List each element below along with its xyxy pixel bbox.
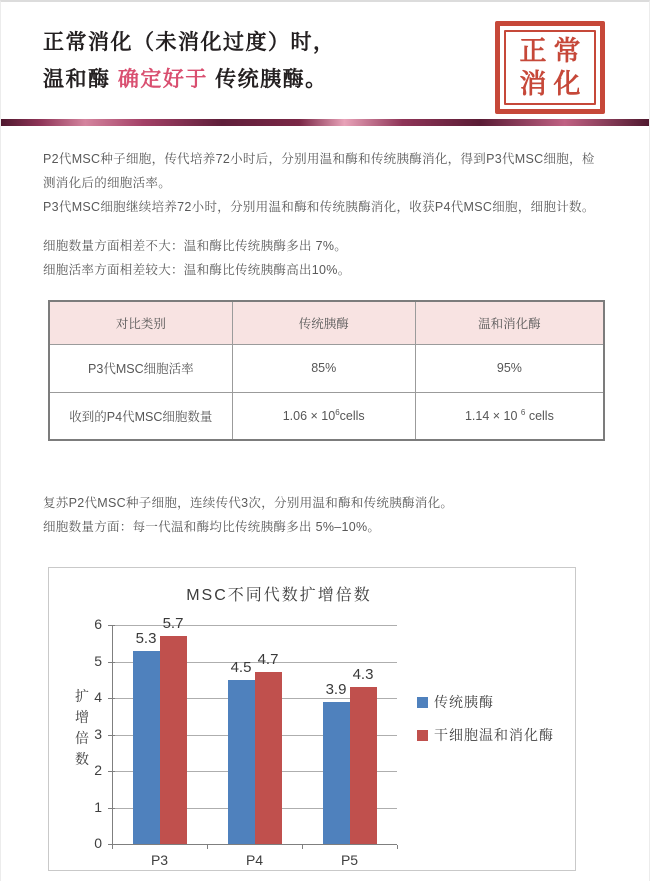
x-axis-category-label: P3 [150,852,169,868]
bar-value-label: 4.3 [352,666,374,684]
chart-title: MSC不同代数扩增倍数 [186,587,372,604]
bar-P3-mild [160,636,187,844]
comparison-table [48,300,605,441]
legend-label: 干细胞温和消化酶 [434,727,554,743]
y-axis-tick-label: 5 [94,652,102,669]
paragraph-experiment-setup [43,147,607,219]
chart-legend [417,692,554,758]
headline-line2-prefix: 温和酶 [43,68,118,91]
chart-y-axis-line [112,625,113,844]
table-cell-row2-mild [415,392,604,440]
legend-label: 传统胰酶 [434,694,494,710]
table-header-traditional-trypsin: 传统胰酶 [232,301,415,344]
bar-value-label: 5.3 [135,629,157,647]
x-axis-tick-mark [397,845,398,849]
table-cell-row1-traditional: 85% [232,344,415,392]
seal-inner-frame [504,30,596,105]
table-header-category: 对比类别 [49,301,232,344]
y-axis-tick-label: 0 [94,835,102,851]
seal-text-line1: 正常 [519,35,588,66]
x-axis-category-label: P4 [245,852,264,868]
x-axis-tick-mark [112,845,113,849]
bar-value-label: 5.7 [162,614,184,632]
x-axis-tick-mark [207,845,208,849]
bar-P4-mild [255,672,282,844]
chart-y-axis-label: 扩 增 倍 数 [75,688,89,767]
cell-value-exponent: 6 [335,408,340,418]
y-axis-tick-label: 2 [94,762,102,778]
table-row [49,344,604,392]
table-header-row [49,301,604,344]
header-titles [43,32,336,90]
headline-line2-suffix: 传统胰酶。 [207,68,328,91]
table-header-mild-enzyme: 温和消化酶 [415,301,604,344]
cell-value-base: 1.14 × 10 [464,409,521,424]
headline-highlight: 确定好于 [117,68,208,91]
normal-digestion-seal [495,21,605,114]
paragraph-line: 细胞活率方面相差较大：温和酶比传统胰酶高出10%。 [43,263,351,277]
legend-swatch-icon [417,730,428,741]
headline-line2 [43,69,336,90]
y-axis-tick-label: 3 [94,725,102,742]
legend-swatch-icon [417,697,428,708]
table-row [49,392,604,440]
legend-item [417,725,554,745]
paragraph-results-summary [43,234,607,282]
bar-P5-traditional [323,702,350,844]
bar-value-label: 4.5 [230,658,252,676]
x-axis-tick-mark [302,845,303,849]
table-cell-row1-label: P3代MSC细胞活率 [49,344,232,392]
table-cell-row2-label: 收到的P4代MSC细胞数量 [49,392,232,440]
expansion-bar-chart [48,567,576,871]
bar-value-label: 3.9 [325,680,347,698]
paragraph-line: 细胞数量方面：每一代温和酶均比传统胰酶多出 5%–10%。 [43,520,381,534]
bar-P5-mild [350,687,377,844]
bar-P4-traditional [228,680,255,844]
y-axis-tick-label: 6 [94,616,102,632]
cell-value-base: 1.06 × 10 [282,409,336,424]
seal-text-line2: 消化 [519,68,588,99]
cell-value-unit: cells [525,409,554,424]
legend-item [417,692,554,712]
headline-line1: 正常消化（未消化过度）时， [43,31,336,54]
x-axis-category-label: P5 [340,852,359,868]
cell-value-exponent: 6 [520,408,526,418]
chart-x-axis-line [112,844,397,845]
table-cell-row2-traditional [232,392,415,440]
paragraph-line: P2代MSC种子细胞，传代培养72小时后，分别用温和酶和传统胰酶消化，得到P3代MSC细胞，检测消化后的细胞活率。 [43,152,595,190]
divider-ribbon [1,119,649,126]
cell-value-unit: cells [339,409,365,424]
y-axis-tick-label: 1 [94,798,102,815]
paragraph-line: 复苏P2代MSC种子细胞，连续传代3次，分别用温和酶和传统胰酶消化。 [43,496,454,510]
y-axis-tick-label: 4 [94,689,102,705]
paragraph-line: P3代MSC细胞继续培养72小时，分别用温和酶和传统胰酶消化，收获P4代MSC细胞，细胞计数。 [43,200,595,214]
page-header [1,2,649,119]
paragraph-line: 细胞数量方面相差不大：温和酶比传统胰酶多出 7%。 [43,239,348,253]
bar-P3-traditional [133,651,160,844]
page-content [1,147,649,871]
table-cell-row1-mild: 95% [415,344,604,392]
paragraph-passage-experiment [43,491,607,539]
bar-value-label: 4.7 [257,651,279,669]
